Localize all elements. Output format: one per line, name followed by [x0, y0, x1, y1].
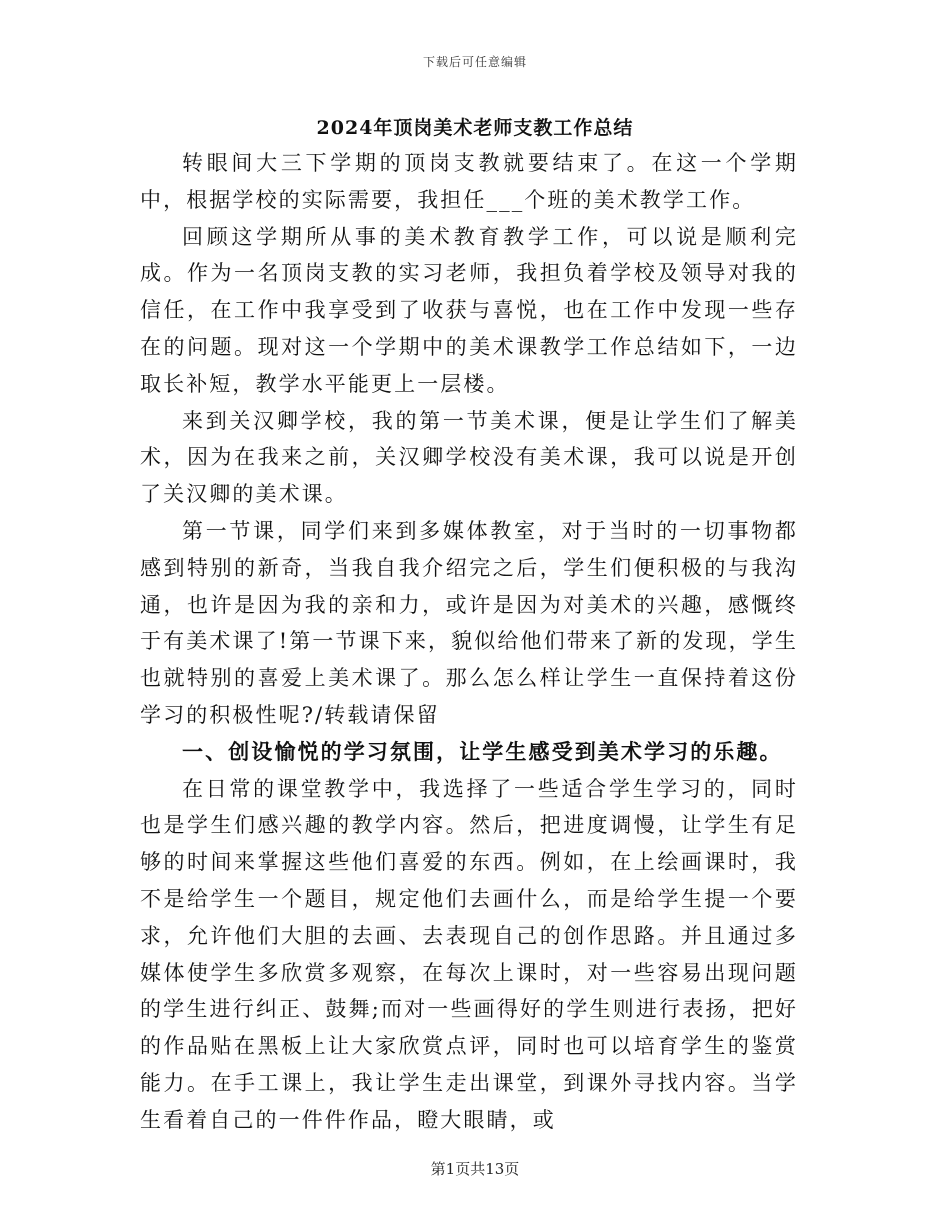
paragraph-first-lesson: 第一节课，同学们来到多媒体教室，对于当时的一切事物都感到特别的新奇，当我自我介绍完之后，学生们便积极的与我沟通，也许是因为我的亲和力，或许是因为对美术的兴趣，感慨终于有美术课了!第一节课下来，貌似给他们带来了新的发现，学生也就特别的喜爱上美术课了。那么怎么样让学生一直保持着这份学习的积极性呢?/转载请保留 — [140, 518, 798, 727]
paragraph-classroom-teaching: 在日常的课堂教学中，我选择了一些适合学生学习的，同时也是学生们感兴趣的教学内容。然后，把进度调慢，让学生有足够的时间来掌握这些他们喜爱的东西。例如，在上绘画课时，我不是给学生一个题目，规定他们去画什么，而是给学生提一个要求，允许他们大胆的去画、去表现自己的创作思路。并且通过多媒体使学生多欣赏多观察，在每次上课时，对一些容易出现问题的学生进行纠正、鼓舞;而对一些画得好的学生则进行表扬，把好的作品贴在黑板上让大家欣赏点评，同时也可以培育学生的鉴赏能力。在手工课上，我让学生走出课堂，到课外寻找内容。当学生看着自己的一件件作品，瞪大眼睛，或 — [140, 776, 798, 1132]
paragraph-intro: 转眼间大三下学期的顶岗支教就要结束了。在这一个学期中，根据学校的实际需要，我担任___个班的美术教学工作。 — [140, 151, 798, 212]
section-heading-1: 一、创设愉悦的学习氛围，让学生感受到美术学习的乐趣。 — [182, 738, 783, 764]
header-note: 下载后可任意编辑 — [422, 55, 527, 69]
page-footer: 第1页共13页 — [430, 1160, 520, 1178]
document-body — [140, 145, 798, 1139]
paragraph-review: 回顾这学期所从事的美术教育教学工作，可以说是顺利完成。作为一名顶岗支教的实习老师，我担负着学校及领导对我的信任，在工作中我享受到了收获与喜悦，也在工作中发现一些存在的问题。现对这一个学期中的美术课教学工作总结如下，一边取长补短，教学水平能更上一层楼。 — [140, 224, 798, 396]
document-title: 2024年顶岗美术老师支教工作总结 — [316, 117, 634, 139]
paragraph-first-lesson-school: 来到关汉卿学校，我的第一节美术课，便是让学生们了解美术，因为在我来之前，关汉卿学校没有美术课，我可以说是开创了关汉卿的美术课。 — [140, 408, 798, 507]
